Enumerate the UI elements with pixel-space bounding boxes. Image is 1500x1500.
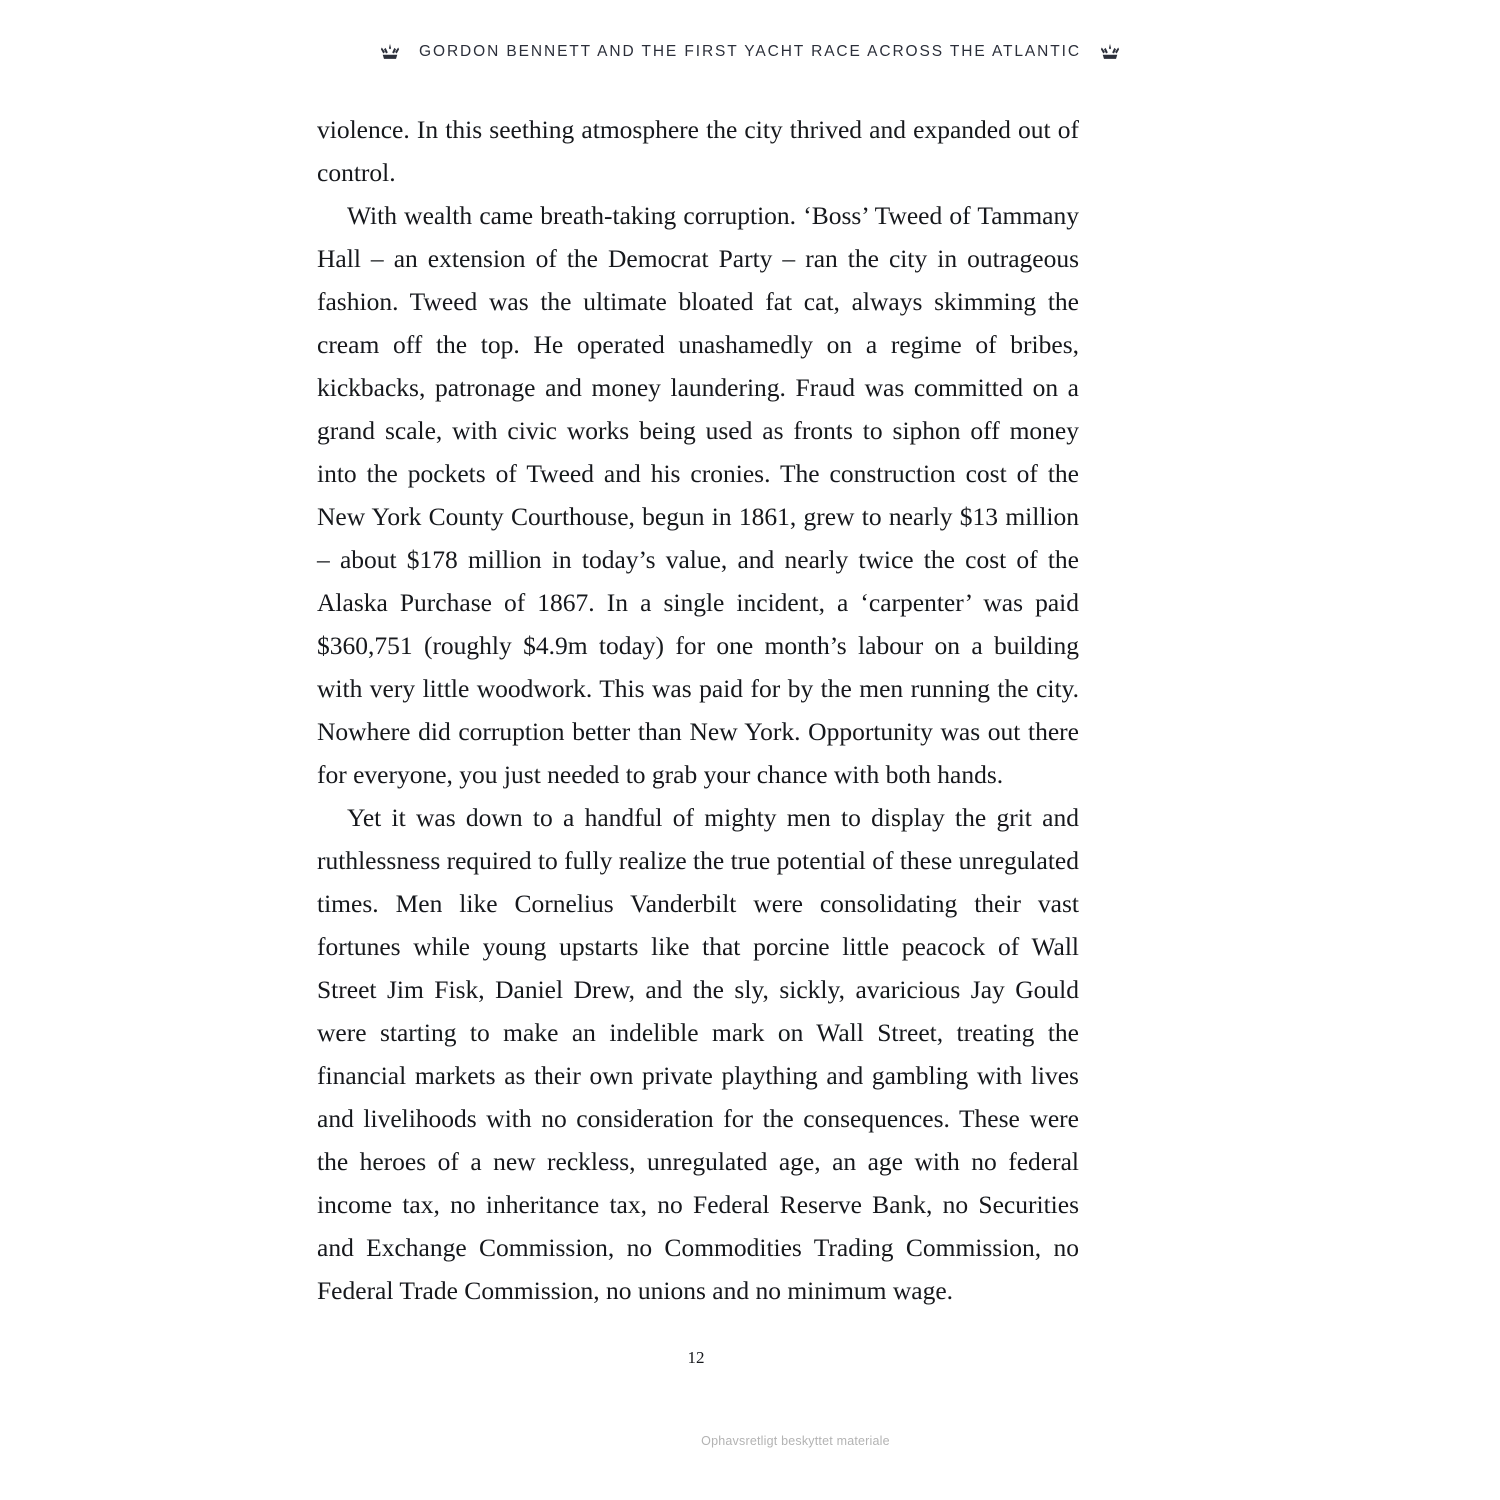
paragraph-3: Yet it was down to a handful of mighty men to display the grit and ruthlessness required to fully realize the true potential of these unregulated times. Men like Cornelius Vanderbilt were consolidating their vast fortunes while young upstarts like that porcine little peacock of Wall Street Jim Fisk, Daniel Drew, and the sly, sickly, avaricious Jay Gould were starting to make an indelible mark on Wall Street, treating the financial markets as their own private plaything and gambling with lives and livelihoods with no consideration for the consequences. These were the heroes of a new reckless, unregulated age, an age with no federal income tax, no inheritance tax, no Federal Reserve Bank, no Securities and Exchange Commission, no Commodities Trading Commission, no Federal Trade Commission, no unions and no minimum wage. xyxy=(317,803,1079,1305)
running-head-title: GORDON BENNETT AND THE FIRST YACHT RACE ACROSS THE ATLANTIC xyxy=(419,43,1081,60)
paragraph-2: With wealth came breath-taking corruption. ‘Boss’ Tweed of Tammany Hall – an extension of the Democrat Party – ran the city in outrageous fashion. Tweed was the ultimate bloated fat cat, always skimming the cream off the top. He operated unashamedly on a regime of bribes, kickbacks, patronage and money laundering. Fraud was committed on a grand scale, with civic works being used as fronts to siphon off money into the pockets of Tweed and his cronies. The construction cost of the New York County Courthouse, begun in 1861, grew to nearly $13 million – about $178 million in today’s value, and nearly twice the cost of the Alaska Purchase of 1867. In a single incident, a ‘carpenter’ was paid $360,751 (roughly $4.9m today) for one month’s labour on a building with very little woodwork. This was paid for by the men running the city. Nowhere did corruption better than New York. Opportunity was out there for everyone, you just needed to grab your chance with both hands. xyxy=(317,201,1079,789)
crown-ornament-left xyxy=(379,42,401,62)
body-text xyxy=(317,108,1079,1312)
copyright-notice xyxy=(0,1434,1500,1448)
paragraph-1: violence. In this seething atmosphere the city thrived and expanded out of control. xyxy=(317,115,1079,187)
crown-ornament-right xyxy=(1099,42,1121,62)
page-number-value: 12 xyxy=(687,1348,705,1367)
copyright-notice-text: Ophavsretligt beskyttet materiale xyxy=(701,1434,890,1448)
page-number xyxy=(0,1348,1500,1368)
running-head xyxy=(0,42,1500,62)
